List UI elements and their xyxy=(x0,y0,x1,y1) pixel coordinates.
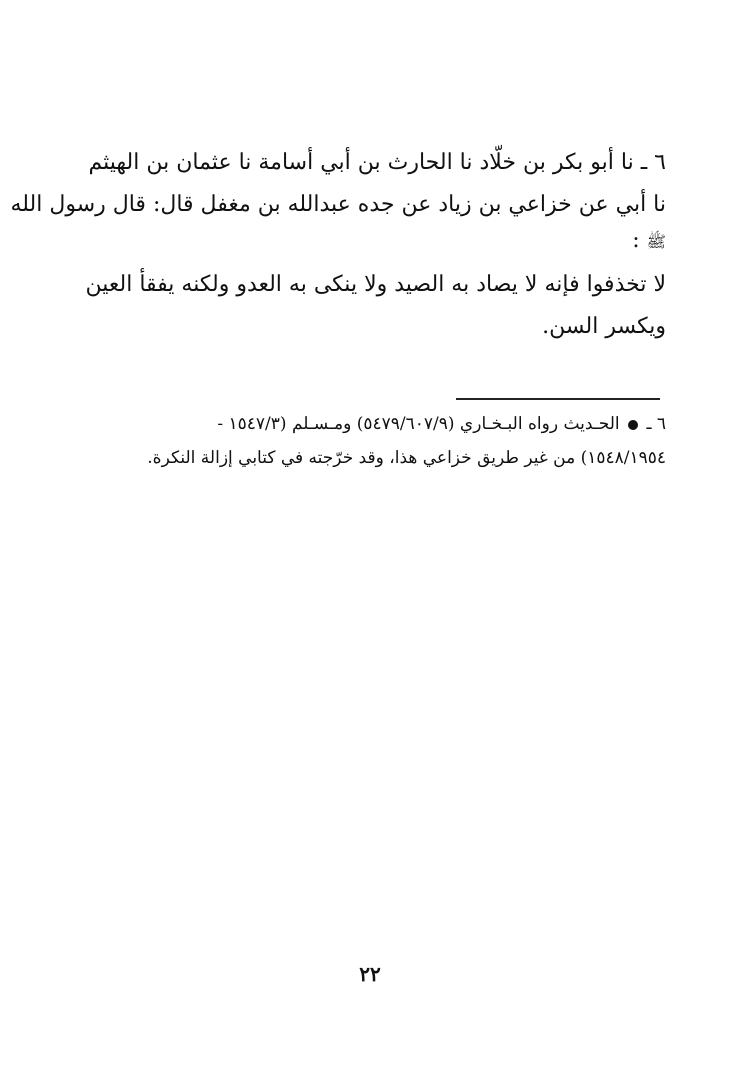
hadith-dash: ـ xyxy=(640,150,648,175)
honorific-colon: : xyxy=(632,228,640,253)
isnad-line-1 xyxy=(89,150,667,175)
page-number: ٢٢ xyxy=(359,962,381,986)
footnote-separator xyxy=(456,398,660,400)
bullet-icon xyxy=(628,420,638,430)
footnote-line-2 xyxy=(147,448,666,468)
honorific-symbol: ﷺ xyxy=(646,232,666,251)
isnad-line-2 xyxy=(10,192,666,217)
footnote-line-1 xyxy=(217,414,666,434)
matn-line-1 xyxy=(86,272,666,297)
honorific-line xyxy=(632,228,666,255)
footnote-text-1: الحـديث رواه البـخـاري (٥٤٧٩/٦٠٧/٩) ومـسـلم (١٥٤٧/٣ - xyxy=(217,414,620,434)
matn-text-1: لا تخذفوا فإنه لا يصاد به الصيد ولا ينكى به العدو ولكنه يفقأ العين xyxy=(85,272,666,297)
footnote-text-2: ١٥٤٨/١٩٥٤) من غير طريق خزاعي هذا، وقد خرّجته في كتابي إزالة النكرة. xyxy=(147,448,666,468)
matn-line-2 xyxy=(542,314,666,339)
footnote-marker: ٦ ـ xyxy=(646,414,666,434)
isnad-text-1: نا أبو بكر بن خلّاد نا الحارث بن أبي أسامة نا عثمان بن الهيثم xyxy=(88,150,634,175)
hadith-number: ٦ xyxy=(654,150,666,175)
isnad-text-2: نا أبي عن خزاعي بن زياد عن جده عبدالله بن مغفل قال: قال رسول الله xyxy=(10,192,666,217)
matn-text-2: ويكسر السن. xyxy=(542,314,666,339)
